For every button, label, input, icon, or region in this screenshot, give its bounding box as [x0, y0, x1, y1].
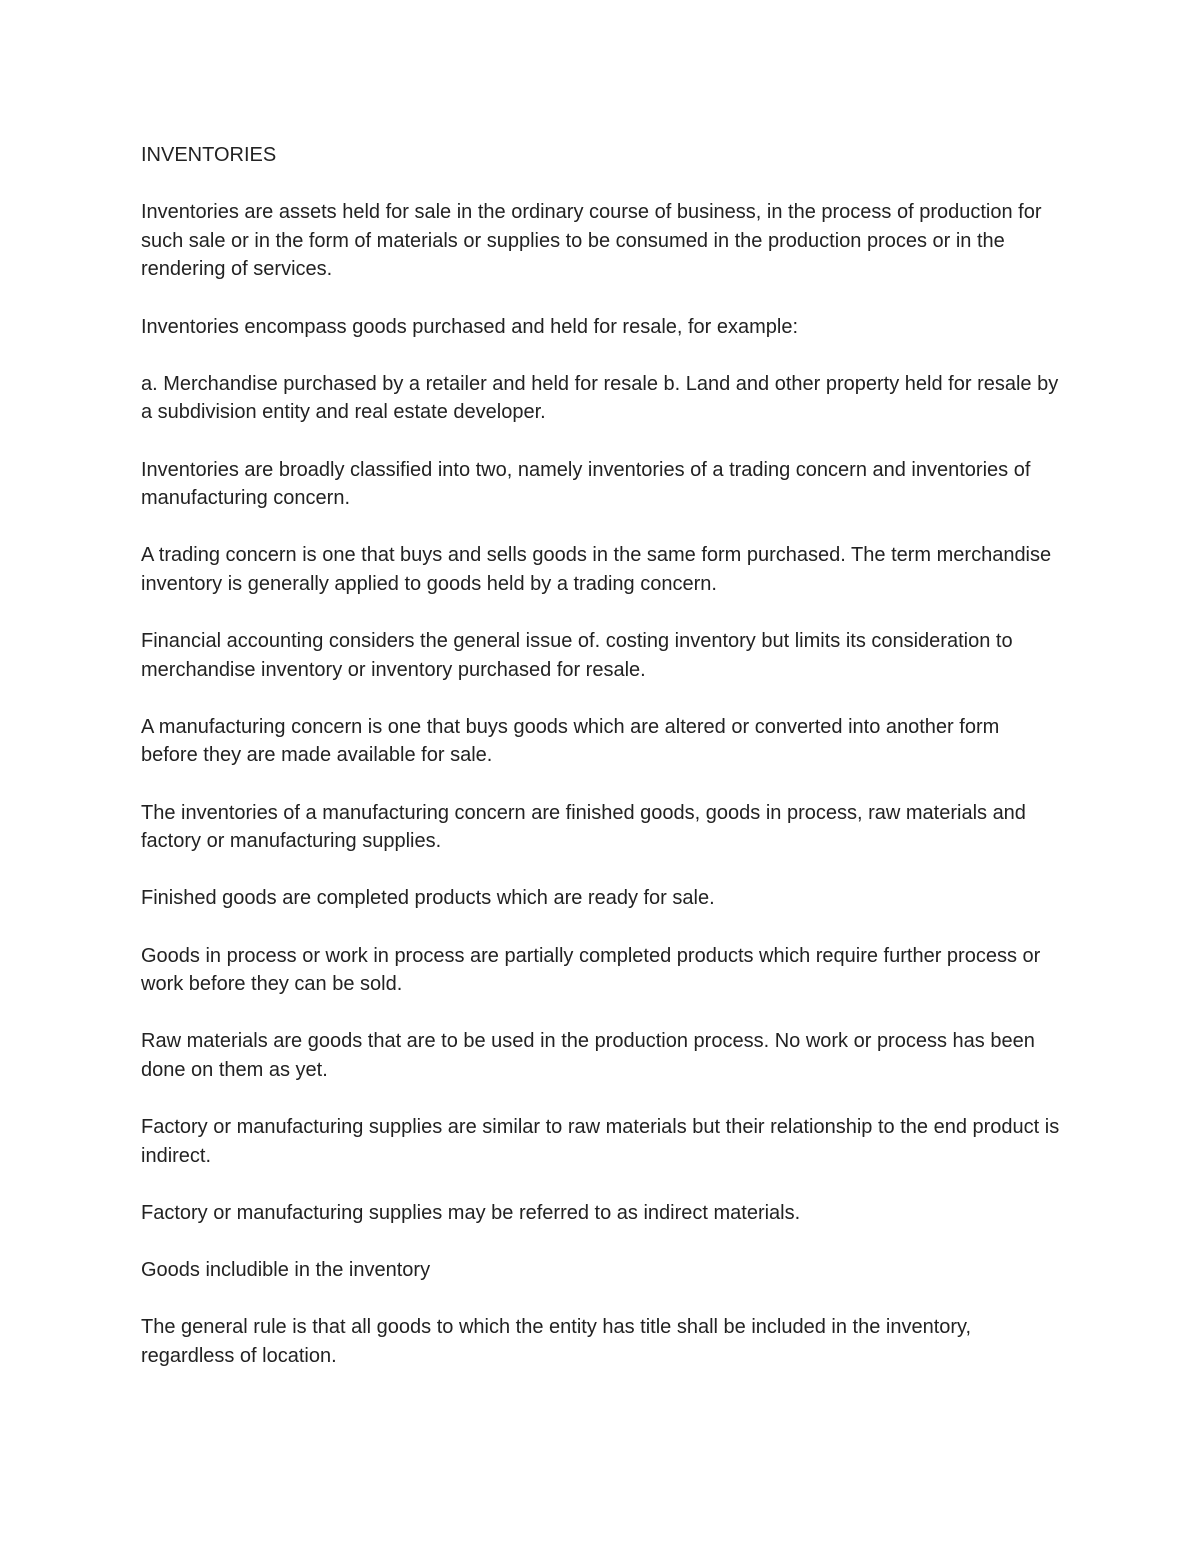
paragraph-encompass: Inventories encompass goods purchased and held for resale, for example:: [141, 315, 799, 338]
paragraph-manufacturing-concern: A manufacturing concern is one that buys goods which are altered or converted into another form before they are made available for sale.: [141, 715, 1000, 767]
paragraph-definition: Inventories are assets held for sale in the ordinary course of business, in the process of production for such sale or in the form of materials or supplies to be consumed in the production proces or in the rendering of services.: [141, 201, 1042, 281]
paragraph-general-rule: The general rule is that all goods to which the entity has title shall be included in the inventory, regardless of location.: [141, 1316, 972, 1367]
paragraph-raw-materials: Raw materials are goods that are to be used in the production process. No work or process has been done on them as yet.: [141, 1030, 1035, 1081]
paragraph-finished-goods: Finished goods are completed products which are ready for sale.: [141, 887, 715, 910]
paragraph-classification: Inventories are broadly classified into two, namely inventories of a trading concern and inventories of manufacturing concern.: [141, 458, 1031, 510]
paragraph-goods-includible-heading: Goods includible in the inventory: [141, 1259, 431, 1282]
paragraph-goods-in-process: Goods in process or work in process are partially completed products which require further process or work before they can be sold.: [141, 944, 1041, 996]
paragraph-financial-accounting: Financial accounting considers the general issue of. costing inventory but limits its consideration to merchandise inventory or inventory purchased for resale.: [141, 630, 1013, 681]
paragraph-indirect-materials: Factory or manufacturing supplies may be referred to as indirect materials.: [141, 1201, 801, 1224]
document-title: INVENTORIES: [141, 144, 277, 166]
paragraph-manufacturing-inventories: The inventories of a manufacturing concern are finished goods, goods in process, raw materials and factory or manufacturing supplies.: [141, 801, 1026, 853]
paragraph-examples: a. Merchandise purchased by a retailer and held for resale b. Land and other property held for resale by a subdivision entity and real estate developer.: [141, 372, 1059, 424]
paragraph-trading-concern: A trading concern is one that buys and sells goods in the same form purchased. The term merchandise inventory is generally applied to goods held by a trading concern.: [141, 544, 1052, 595]
document-body: [141, 141, 1061, 1399]
paragraph-factory-supplies: Factory or manufacturing supplies are similar to raw materials but their relationship to the end product is indirect.: [141, 1116, 1060, 1167]
